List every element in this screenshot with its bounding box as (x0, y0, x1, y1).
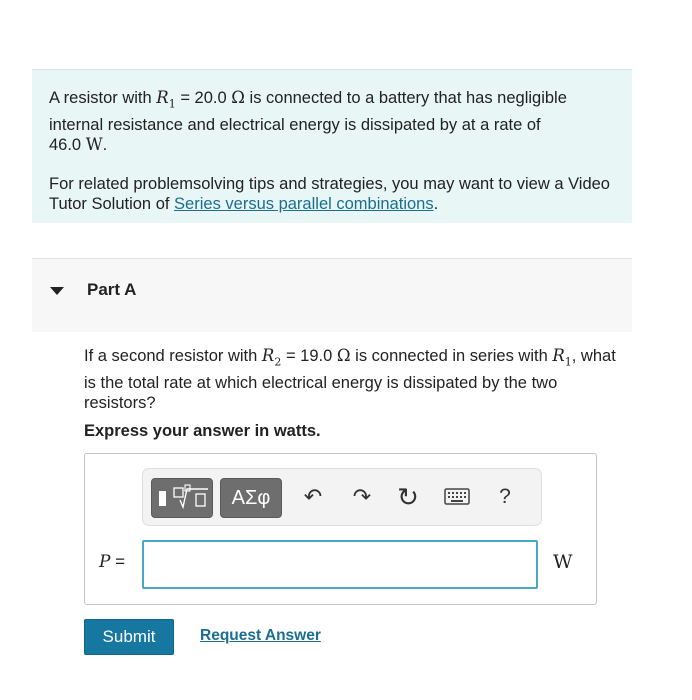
keyboard-icon[interactable] (442, 482, 472, 512)
math-toolbar (142, 468, 542, 526)
answer-box (84, 453, 597, 605)
templates-icon (152, 479, 212, 517)
undo-icon[interactable]: ↶ (303, 484, 323, 509)
part-title: Part A (87, 280, 137, 299)
problem-intro (32, 69, 632, 223)
collapse-caret-icon[interactable] (50, 287, 64, 295)
answer-label: P = (99, 552, 126, 572)
question-text: If a second resistor with $R_2 = 19.0$ Ω is connected in series with $R_1$, what is the total rate at which electrical energy is dissipated by the two resistors? (84, 346, 616, 413)
templates-button[interactable] (151, 478, 213, 518)
submit-button[interactable]: Submit (84, 619, 174, 655)
problem-statement: A resistor with $R_1 = 20.0$ Ω is connected to a battery that has negligible internal resistance and electrical energy is dissipated by at a rate of 46.0 W. (49, 88, 567, 155)
express-instruction: Express your answer in watts. (84, 422, 321, 440)
answer-input[interactable] (142, 540, 538, 589)
unit-label: W (553, 551, 573, 573)
video-tutor-link[interactable]: Series versus parallel combinations (174, 195, 434, 214)
help-icon[interactable]: ? (499, 485, 511, 508)
request-answer-link[interactable]: Request Answer (200, 627, 321, 644)
redo-icon[interactable]: ↷ (352, 484, 372, 509)
part-a-header[interactable] (32, 258, 632, 332)
reset-icon[interactable]: ↻ (397, 482, 419, 512)
greek-symbols-button[interactable]: ΑΣφ (220, 478, 282, 518)
tips-text: For related problemsolving tips and strategies, you may want to view a Video Tutor Solution of Series versus parallel combinations. (49, 174, 610, 214)
r1-variable: R (156, 88, 169, 107)
